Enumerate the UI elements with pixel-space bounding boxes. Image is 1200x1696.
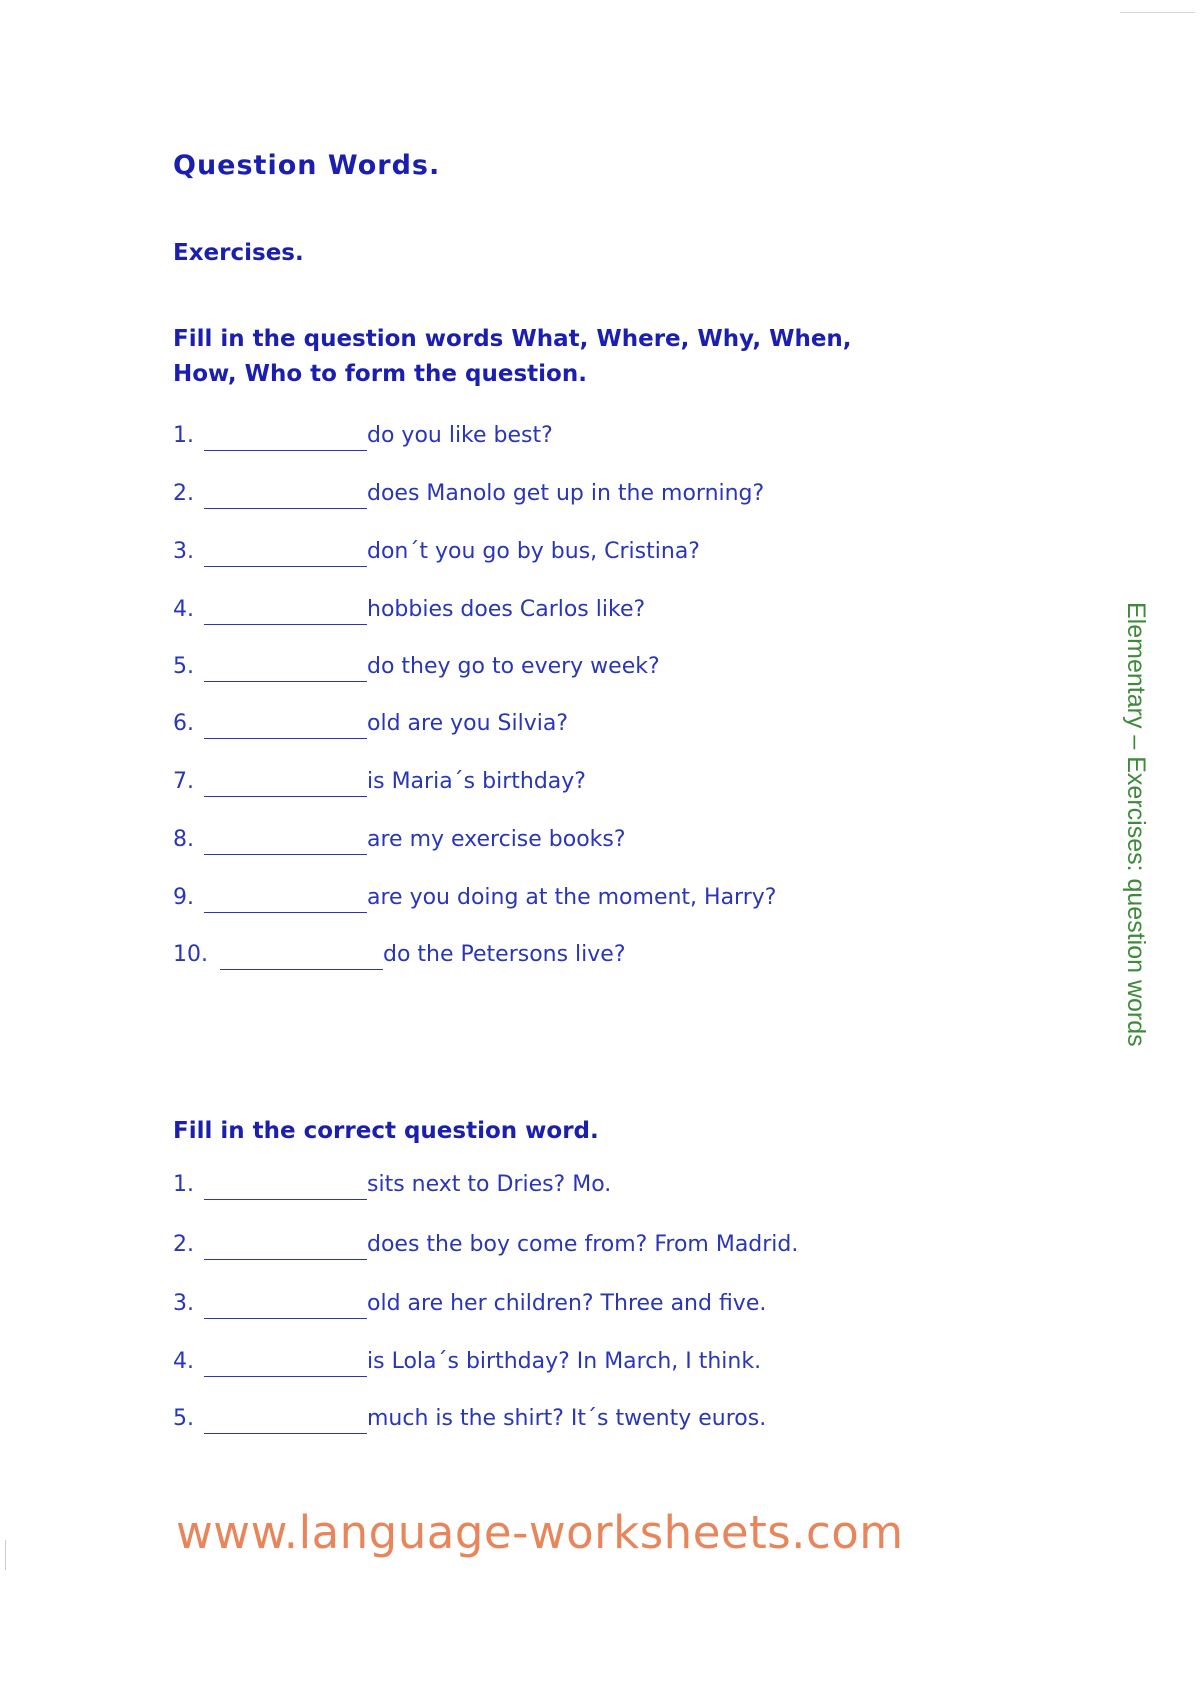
answer-blank[interactable] [204,1176,367,1200]
side-label: Elementary – Exercises: question words [1122,602,1150,1047]
answer-blank[interactable] [204,1236,367,1260]
answer-blank[interactable] [204,485,367,509]
question-row [173,1230,798,1260]
page-title: Question Words. [173,150,441,181]
scan-edge-mark [5,1540,6,1570]
answer-blank[interactable] [204,831,367,855]
question-number: 10. [173,942,208,967]
question-row [173,1170,611,1200]
question-row [173,825,626,855]
question-row [173,479,764,509]
question-number: 4. [173,597,194,622]
question-number: 8. [173,827,194,852]
answer-blank[interactable] [204,601,367,625]
question-number: 9. [173,885,194,910]
question-text: does the boy come from? From Madrid. [367,1232,799,1257]
question-text: do the Petersons live? [383,942,626,967]
question-row [173,767,586,797]
question-row [173,595,645,625]
question-row [173,1404,766,1434]
question-text: are my exercise books? [367,827,626,852]
question-number: 2. [173,1232,194,1257]
answer-blank[interactable] [204,889,367,913]
question-row [173,1289,766,1319]
question-text: don´t you go by bus, Cristina? [367,539,700,564]
question-row [173,1347,761,1377]
question-text: hobbies does Carlos like? [367,597,646,622]
answer-blank[interactable] [204,543,367,567]
question-text: is Lola´s birthday? In March, I think. [367,1349,762,1374]
question-text: does Manolo get up in the morning? [367,481,765,506]
question-number: 5. [173,654,194,679]
answer-blank[interactable] [204,1295,367,1319]
question-text: old are her children? Three and five. [367,1291,767,1316]
answer-blank[interactable] [204,1353,367,1377]
answer-blank[interactable] [204,658,367,682]
answer-blank[interactable] [204,427,367,451]
question-row [173,537,700,567]
footer-url: www.language-worksheets.com [176,1506,904,1559]
question-number: 3. [173,1291,194,1316]
question-number: 7. [173,769,194,794]
question-number: 6. [173,711,194,736]
question-row [173,709,568,739]
question-row [173,421,553,451]
question-number: 3. [173,539,194,564]
answer-blank[interactable] [204,1410,367,1434]
answer-blank[interactable] [204,715,367,739]
question-text: old are you Silvia? [367,711,568,736]
question-text: do they go to every week? [367,654,660,679]
answer-blank[interactable] [220,946,383,970]
exercises-heading: Exercises. [173,240,304,266]
question-row [173,883,776,913]
question-text: much is the shirt? It´s twenty euros. [367,1406,767,1431]
question-text: sits next to Dries? Mo. [367,1172,612,1197]
scan-edge-mark [1120,12,1195,13]
question-text: are you doing at the moment, Harry? [367,885,777,910]
question-text: is Maria´s birthday? [367,769,586,794]
question-text: do you like best? [367,423,553,448]
answer-blank[interactable] [204,773,367,797]
question-number: 4. [173,1349,194,1374]
question-row [173,652,660,682]
question-number: 1. [173,423,194,448]
question-number: 5. [173,1406,194,1431]
exercise-2-instruction: Fill in the correct question word. [173,1118,599,1144]
question-number: 1. [173,1172,194,1197]
question-number: 2. [173,481,194,506]
exercise-1-instruction: Fill in the question words What, Where, Why, When, How, Who to form the question. [173,326,852,387]
question-row [173,940,626,970]
